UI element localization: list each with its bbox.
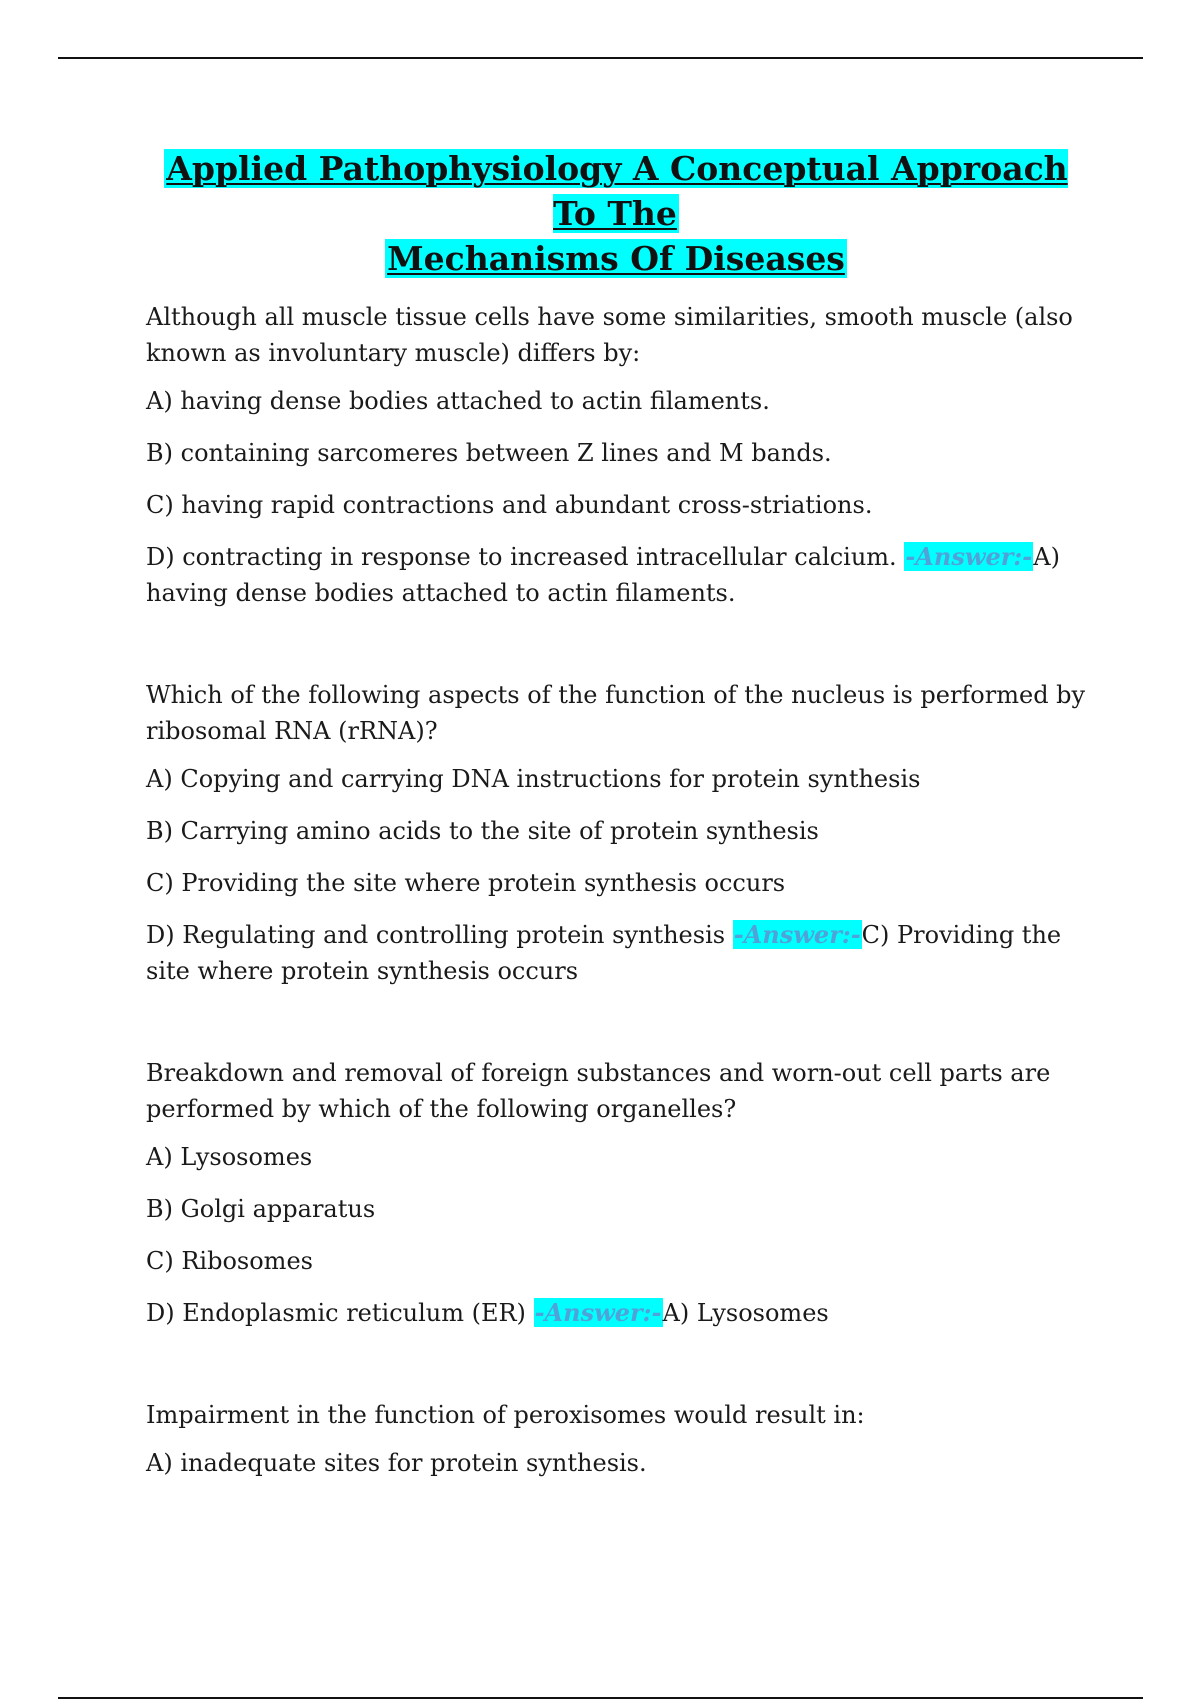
title-line-1: Applied Pathophysiology A Conceptual Approach To The <box>166 149 1068 233</box>
option-d: D) Regulating and controlling protein synthesis <box>146 921 726 949</box>
question-stem: Breakdown and removal of foreign substances and worn-out cell parts are performed by which of the following organelles? <box>146 1059 1051 1123</box>
option-a: A) inadequate sites for protein synthesis. <box>146 1449 647 1477</box>
option-a: A) Copying and carrying DNA instructions for protein synthesis <box>146 765 921 793</box>
option-b: B) containing sarcomeres between Z lines and M bands. <box>146 439 832 467</box>
question-4 <box>146 1397 1086 1481</box>
question-2 <box>146 677 1086 989</box>
question-stem: Although all muscle tissue cells have some similarities, smooth muscle (also known as involuntary muscle) differs by: <box>146 303 1073 367</box>
option-d-with-answer <box>146 539 1086 611</box>
answer-marker: -Answer:- <box>733 920 861 949</box>
option-d-with-answer <box>146 917 1086 989</box>
bottom-rule <box>58 1697 1143 1699</box>
answer-marker: -Answer:- <box>905 542 1033 571</box>
option-c: C) Ribosomes <box>146 1247 313 1275</box>
answer-text: A) having dense bodies attached to actin filaments. <box>146 543 1060 607</box>
document-body <box>146 146 1086 1547</box>
question-stem: Impairment in the function of peroxisomes would result in: <box>146 1401 865 1429</box>
document-title <box>146 146 1086 281</box>
title-line-2: Mechanisms Of Diseases <box>387 239 845 278</box>
option-c: C) having rapid contractions and abundant cross-striations. <box>146 491 873 519</box>
answer-marker: -Answer:- <box>534 1298 662 1327</box>
option-d: D) contracting in response to increased intracellular calcium. <box>146 543 897 571</box>
option-b: B) Golgi apparatus <box>146 1195 376 1223</box>
question-1 <box>146 299 1086 611</box>
option-c: C) Providing the site where protein synthesis occurs <box>146 869 786 897</box>
option-d-with-answer <box>146 1295 1086 1331</box>
option-a: A) having dense bodies attached to actin filaments. <box>146 387 770 415</box>
option-a: A) Lysosomes <box>146 1143 313 1171</box>
question-stem: Which of the following aspects of the function of the nucleus is performed by ribosomal RNA (rRNA)? <box>146 681 1086 745</box>
answer-text: C) Providing the site where protein synthesis occurs <box>146 921 1062 985</box>
question-3 <box>146 1055 1086 1331</box>
option-b: B) Carrying amino acids to the site of protein synthesis <box>146 817 819 845</box>
top-rule <box>58 57 1143 59</box>
answer-text: A) Lysosomes <box>662 1299 829 1327</box>
option-d: D) Endoplasmic reticulum (ER) <box>146 1299 526 1327</box>
